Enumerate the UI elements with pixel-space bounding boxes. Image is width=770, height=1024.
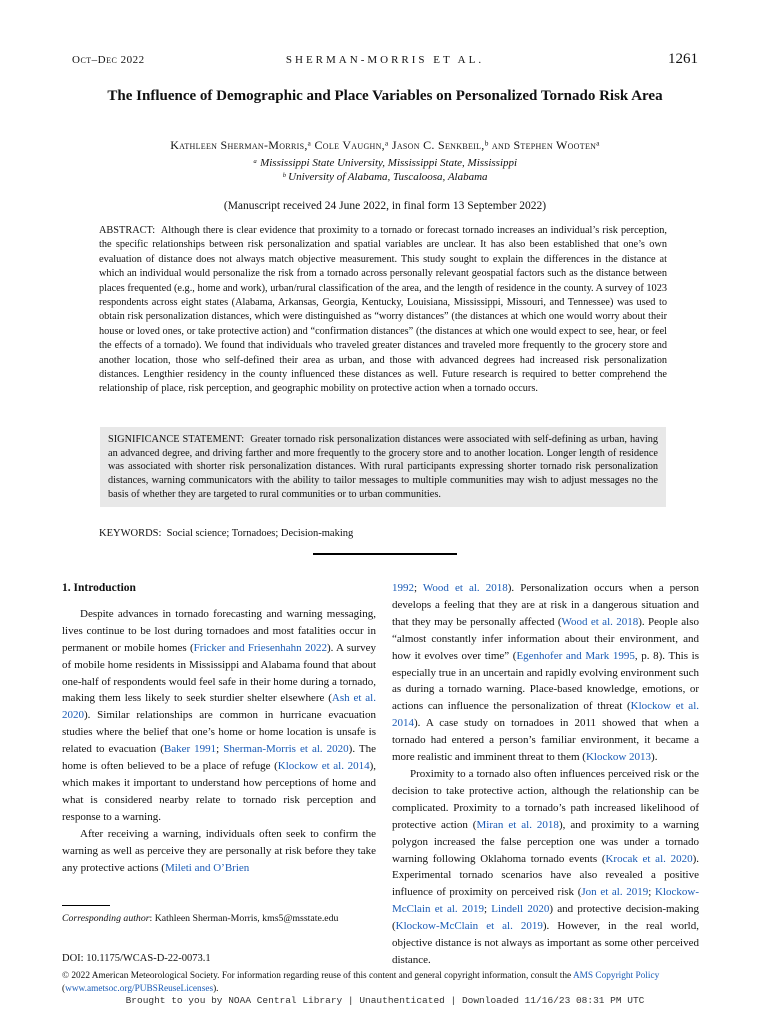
paper-title: The Influence of Demographic and Place Variables on Personalized Tornado Risk Area [107,88,663,104]
body-text: ). The home is often believed to be a place of refuge ( [62,743,376,773]
body-text: ; [483,903,492,916]
keywords-label: KEYWORDS: [99,528,162,539]
copyright-paren-open: ( [62,983,66,994]
body-text: ). A case study on tornadoes in 2011 showed that when a tornado had entered a person’s familiar environment, it became a more realistic and imminent threat to them ( [392,717,699,764]
citation-link[interactable]: Sherman-Morris et al. 2020 [223,743,349,756]
footnote-label: Corresponding author [62,913,150,924]
download-notice: Brought to you by NOAA Central Library | Unauthenticated | Downloaded 11/16/23 08:31 PM UTC [125,995,645,1006]
running-title: SHERMAN-MORRIS ET AL. [285,54,485,66]
abstract-label: ABSTRACT: [99,225,156,236]
body-text: ). Similar relationships are common in hurricane evacuation studies where the belief that one’s home or home location is unsafe is related to evacuation ( [62,709,376,756]
body-text: , p. 8). This is especially true in an uncertain and rapidly evolving environment such as during a tornado warning. Place-based knowledge, emotions, or actions can influence the personalization of threat ( [392,649,699,713]
paragraph [392,580,699,766]
citation-link[interactable]: Fricker and Friesenhahn 2022 [193,641,327,654]
section-heading: 1. Introduction [62,582,136,594]
reuse-licenses-link[interactable]: www.ametsoc.org/PUBSReuseLicenses [65,983,214,994]
body-text: ). A survey of mobile home residents in Mississippi and Alabama found that about one-half of respondents would feel safe in their home during a tornado, making them less likely to seek sturdier shelter elsewhere ( [62,641,376,705]
copyright-policy-link[interactable]: AMS Copyright Policy [572,971,660,981]
body-text: Proximity to a tornado also often influences perceived risk or the decision to take protective action, although the relationship can be complicated. Proximity to a tornado’s path increased likelihood of protective action ( [392,767,699,831]
body-text: After receiving a warning, individuals often seek to confirm the warning as well as perceive they are personally at risk before they take any protective actions ( [62,827,376,874]
citation-link[interactable]: Lindell 2020 [491,903,550,916]
footnote-divider [62,905,110,906]
paragraph [62,826,376,877]
footnote-text: : Kathleen Sherman-Morris, kms5@msstate.edu [149,913,339,924]
corresponding-author-footnote [62,912,380,925]
citation-link[interactable]: Klockow et al. 2014 [392,700,699,730]
body-text: ; [648,886,655,899]
affiliation-b: ᵇ University of Alabama, Tuscaloosa, Alabama [282,171,488,183]
affiliation-a: ᵃ Mississippi State University, Mississippi State, Mississippi [252,157,518,169]
citation-link[interactable]: Ash et al. 2020 [62,692,376,722]
body-text: ). Personalization occurs when a person develops a feeling that they are at risk in a dangerous situation and that they may be personally affected ( [392,582,699,628]
copyright-text: © 2022 American Meteorological Society. For information regarding reuse of this content and general copyright information, consult the [62,971,573,981]
body-text: ). [651,751,658,764]
significance-text: Greater tornado risk personalization distances were associated with self-defining as urban, having an advanced degree, and driving farther and more frequently to the grocery store and to another location. Longer length of residence was associated with shorter risk personalization distances. With rural participants expressing shorter tornado risk personalization distances, warning communicators with the ability to tailor messages to multiple communities may wish to adjust messages no the basis of whether they are targeted to rural communities or to urban communities. [108,434,658,500]
body-text: ; [414,582,423,594]
right-column [392,580,699,969]
manuscript-dates: (Manuscript received 24 June 2022, in final form 13 September 2022) [223,200,547,212]
page-number: 1261 [668,51,698,67]
body-text: ; [216,743,224,756]
body-text: ). Experimental tornado scenarios have also revealed a positive influence of proximity on perceived risk ( [392,852,699,899]
body-text: ). However, in the real world, objective distance is not always as important as some other perceived distance. [392,920,699,966]
citation-link[interactable]: Mileti and O’Brien [164,861,250,874]
citation-link[interactable]: Krocak et al. 2020 [605,852,693,865]
citation-link[interactable]: Jon et al. 2019 [581,886,649,899]
doi[interactable]: DOI: 10.1175/WCAS-D-22-0073.1 [62,953,211,964]
body-text: ) and protective decision-making ( [392,903,700,933]
keywords [99,528,353,539]
body-text: ). People also “almost constantly infer information about their environment, and how it evolves over time” ( [392,615,700,662]
paragraph [392,766,699,969]
citation-link[interactable]: 1992 [392,582,414,594]
citation-link[interactable]: Klockow-McClain et al. 2019 [392,886,699,916]
citation-link[interactable]: Miran et al. 2018 [476,818,559,831]
body-text: Despite advances in tornado forecasting and warning messaging, lives continue to be lost during tornadoes and most fatalities occur in permanent or mobile homes ( [62,607,376,654]
citation-link[interactable]: Baker 1991 [163,743,217,756]
copyright-paren-close: ). [213,983,219,994]
paragraph [62,606,376,826]
body-text: ), which makes it important to understand how perceptions of home and what is considered nearby relate to tornado risk perception and response to a warning. [62,760,377,823]
copyright-notice [62,970,710,995]
body-text: ), and proximity to a warning polygon increased the false perception one was under a tornado warning following Oklahoma tornado events ( [392,818,699,865]
citation-link[interactable]: Wood et al. 2018 [561,615,639,628]
citation-link[interactable]: Egenhofer and Mark 1995 [516,649,635,662]
abstract [99,224,667,397]
significance-statement-box [100,427,666,507]
citation-link[interactable]: Klockow-McClain et al. 2019 [395,920,543,933]
citation-link[interactable]: Klockow 2013 [585,751,652,764]
citation-link[interactable]: Klockow et al. 2014 [277,760,370,773]
issue-date: Oct–Dec 2022 [72,54,145,66]
keywords-text: Social science; Tornadoes; Decision-making [166,528,354,539]
section-divider [313,553,457,555]
left-column [62,580,376,876]
citation-link[interactable]: Wood et al. 2018 [422,582,508,594]
abstract-text: Although there is clear evidence that proximity to a tornado or forecast tornado increases an individual’s risk perception, the specific relationships between risk personalization and spatial variables are unclear. It has also been established that one’s own evaluation of distance does not always match objective measurement. This study sought to explain the differences in the distance at which an individual would personalize the risk from a tornado across personally relevant geospatial factors such as the distance between places frequented (e.g., home and work), urban/rural classification of the area, and the length of residence in the county. A survey of 1023 respondents across eight states (Alabama, Arkansas, Georgia, Kentucky, Louisiana, Mississippi, Missouri, and Tennessee) was used to obtain risk personalization distances, which were distinguished as “worry distances” (the distances at which one would worry about their house or loved ones, or take protective action) and “confirmation distances” (the distances at which one would expect to see, hear, or feel the effects of a tornado). We found that individuals who traveled greater distances and traveled more frequently to the grocery store and another location, those who self-defined their area as urban, and those with advanced degrees had increased risk personalization distances. Lengthier residency in the county influenced these distances as well. Future research is required to better comprehend the relationship of place, risk perception, and geographic mobility on protective action when a tornado occurs. [99,225,667,395]
significance-label: SIGNIFICANCE STATEMENT: [108,434,245,445]
author-list: Kathleen Sherman-Morris,ᵃ Cole Vaughn,ᵃ Jason C. Senkbeil,ᵇ and Stephen Wootenᵃ [170,138,600,152]
